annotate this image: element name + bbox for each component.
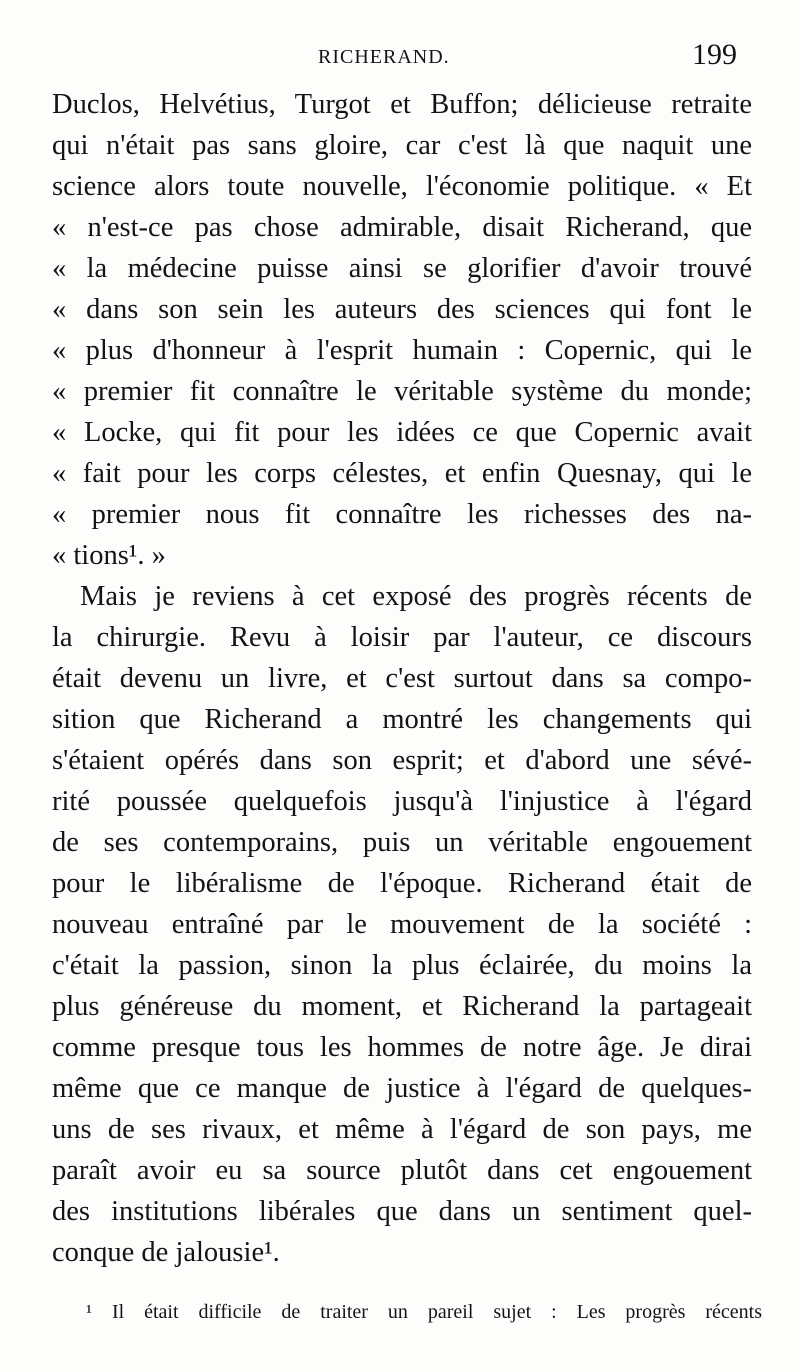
text-line: de ses contemporains, puis un véritable engouement bbox=[52, 827, 752, 858]
text-line: était devenu un livre, et c'est surtout dans sa compo- bbox=[52, 663, 752, 694]
footnote: ¹ Il était difficile de traiter un pareil sujet : Les progrès récents bbox=[86, 1301, 762, 1323]
text-line: uns de ses rivaux, et même à l'égard de son pays, me bbox=[52, 1114, 752, 1145]
text-line: paraît avoir eu sa source plutôt dans cet engouement bbox=[52, 1155, 752, 1186]
text-line: « tions¹. » bbox=[52, 540, 166, 571]
page-header bbox=[0, 38, 800, 78]
text-line: pour le libéralisme de l'époque. Richerand était de bbox=[52, 868, 752, 899]
text-line: « premier nous fit connaître les richesses des na- bbox=[52, 499, 752, 530]
text-line: c'était la passion, sinon la plus éclairée, du moins la bbox=[52, 950, 752, 981]
text-line: conque de jalousie¹. bbox=[52, 1237, 280, 1268]
text-line: « plus d'honneur à l'esprit humain : Copernic, qui le bbox=[52, 335, 752, 366]
text-line: « Locke, qui fit pour les idées ce que Copernic avait bbox=[52, 417, 752, 448]
text-line: des institutions libérales que dans un sentiment quel- bbox=[52, 1196, 752, 1227]
text-line: rité poussée quelquefois jusqu'à l'injustice à l'égard bbox=[52, 786, 752, 817]
text-line: sition que Richerand a montré les changements qui bbox=[52, 704, 752, 735]
text-line: science alors toute nouvelle, l'économie politique. « Et bbox=[52, 171, 752, 202]
text-line: « n'est-ce pas chose admirable, disait Richerand, que bbox=[52, 212, 752, 243]
text-line: même que ce manque de justice à l'égard de quelques- bbox=[52, 1073, 752, 1104]
running-head: RICHERAND. bbox=[318, 46, 450, 68]
text-line: s'étaient opérés dans son esprit; et d'abord une sévé- bbox=[52, 745, 752, 776]
text-line: « fait pour les corps célestes, et enfin Quesnay, qui le bbox=[52, 458, 752, 489]
text-line: « la médecine puisse ainsi se glorifier d'avoir trouvé bbox=[52, 253, 752, 284]
text-line: plus généreuse du moment, et Richerand la partageait bbox=[52, 991, 752, 1022]
text-line: « dans son sein les auteurs des sciences qui font le bbox=[52, 294, 752, 325]
page-number: 199 bbox=[692, 38, 737, 71]
text-line: « premier fit connaître le véritable système du monde; bbox=[52, 376, 752, 407]
paragraph-start-line: Mais je reviens à cet exposé des progrès récents de bbox=[80, 581, 752, 612]
text-line: Duclos, Helvétius, Turgot et Buffon; délicieuse retraite bbox=[52, 89, 752, 120]
text-line: la chirurgie. Revu à loisir par l'auteur, ce discours bbox=[52, 622, 752, 653]
text-line: qui n'était pas sans gloire, car c'est là que naquit une bbox=[52, 130, 752, 161]
text-line: nouveau entraîné par le mouvement de la société : bbox=[52, 909, 752, 940]
text-line: comme presque tous les hommes de notre âge. Je dirai bbox=[52, 1032, 752, 1063]
body-text bbox=[52, 84, 752, 1273]
